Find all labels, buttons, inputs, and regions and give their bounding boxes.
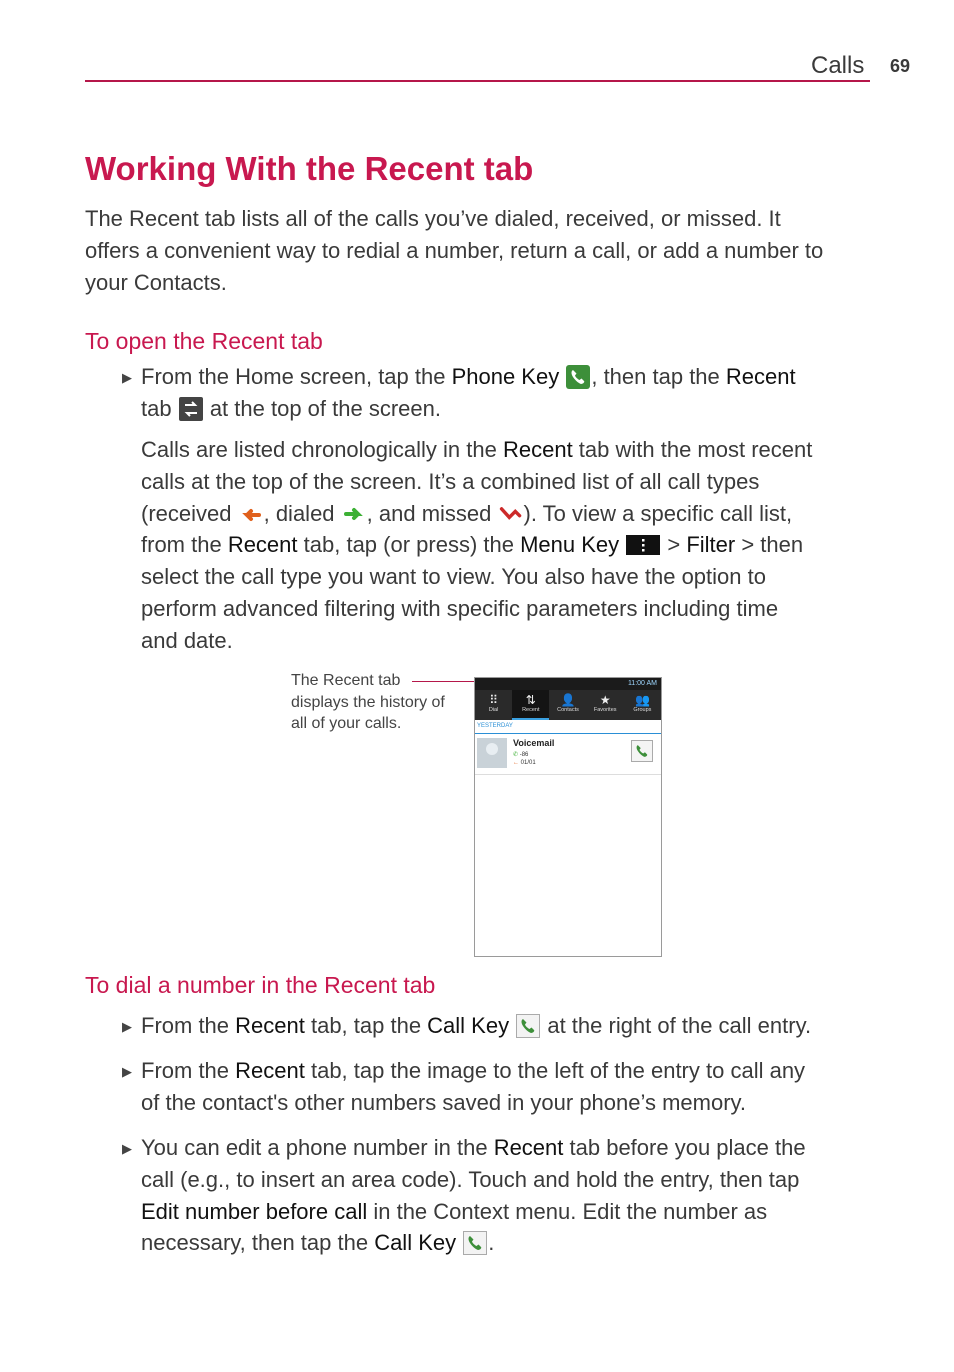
- person-icon: 👤: [560, 693, 576, 707]
- dial-step-3: You can edit a phone number in the Recent tab before you place the call (e.g., to insert an area code). Touch and hold the entry, then tap Edit number before call in the Context menu. Edit the number as necessary, then tap the Call Key .: [141, 1135, 806, 1256]
- figure-callout: The Recent tab displays the history of all of your calls.: [291, 672, 445, 732]
- dialpad-icon: ⠿: [489, 693, 498, 707]
- tab-recent[interactable]: ⇅ Recent: [512, 690, 549, 720]
- open-paragraph: Calls are listed chronologically in the Recent tab with the most recent calls at the top of the screen. It’s a combined list of all call types (received , dialed , and missed ). To view a specific call list, from the Recent tab, tap (or press) the Menu Key > Filter > then select the call type you want to view. You also have the option to perform advanced filtering with specific parameters including time and date.: [141, 437, 813, 653]
- call-button[interactable]: [631, 740, 653, 762]
- dial-step-1: From the Recent tab, tap the Call Key at the right of the call entry.: [141, 1013, 812, 1038]
- intro-line: your Contacts.: [85, 269, 227, 295]
- recent-icon: ⇅: [525, 693, 536, 707]
- header-rule: [85, 80, 870, 82]
- entry-number: ✆ -86: [513, 752, 529, 758]
- call-icon: [632, 741, 652, 761]
- recent-tab-icon: [179, 397, 203, 421]
- page-number: 69: [890, 56, 911, 76]
- tab-favorites[interactable]: ★ Favorites: [587, 690, 624, 720]
- dial-step-2: From the Recent tab, tap the image to the left of the entry to call any of the contact's other numbers saved in your phone’s memory.: [141, 1058, 806, 1115]
- bullet-icon: ▶: [122, 1064, 132, 1079]
- call-key-icon: [463, 1231, 487, 1255]
- phone-key-icon: [566, 365, 590, 389]
- menu-key-label: Menu Key: [520, 532, 620, 558]
- star-icon: ★: [599, 693, 611, 707]
- bullet-icon: ▶: [122, 1019, 132, 1034]
- tab-dial[interactable]: ⠿ Dial: [475, 690, 512, 720]
- edit-number-option: Edit number before call: [141, 1198, 368, 1224]
- intro-paragraph: [85, 203, 823, 298]
- menu-key-icon: [626, 533, 660, 557]
- intro-line: offers a convenient way to redial a number, return a call, or add a number to: [85, 237, 824, 263]
- missed-call-icon: [499, 502, 523, 526]
- group-icon: 👥: [634, 693, 650, 707]
- call-log-entry[interactable]: [475, 734, 661, 775]
- open-step-1: From the Home screen, tap the Phone Key , then tap the Recent tab at the top of the screen.: [141, 364, 796, 421]
- intro-line: The Recent tab lists all of the calls you’ve dialed, received, or missed. It: [85, 206, 781, 231]
- dialed-call-icon: [342, 502, 366, 526]
- phone-key-label: Phone Key: [451, 364, 560, 389]
- entry-date: ← 01/01: [513, 760, 536, 766]
- received-call-icon: ←: [513, 760, 521, 766]
- page-title: Working With the Recent tab: [85, 150, 534, 187]
- section-heading-open: To open the Recent tab: [85, 328, 323, 354]
- section-heading-dial: To dial a number in the Recent tab: [85, 972, 436, 998]
- phone-screenshot: [474, 677, 662, 957]
- list-section-header: YESTERDAY: [475, 720, 661, 734]
- tab-groups[interactable]: 👥 Groups: [624, 690, 661, 720]
- tab-contacts[interactable]: 👤 Contacts: [549, 690, 586, 720]
- dialed-call-icon: ✆: [513, 752, 520, 758]
- recent-label: Recent: [725, 364, 796, 389]
- call-key-icon: [516, 1014, 540, 1038]
- call-key-label: Call Key: [374, 1230, 457, 1256]
- phone-tab-bar: [475, 690, 661, 720]
- call-key-label: Call Key: [427, 1013, 510, 1038]
- avatar[interactable]: [477, 738, 507, 768]
- entry-name: Voicemail: [513, 738, 555, 748]
- bullet-icon: ▶: [122, 370, 132, 385]
- running-header-section: Calls: [811, 52, 865, 79]
- status-bar: 11:00 AM: [475, 678, 661, 690]
- bullet-icon: ▶: [122, 1141, 132, 1156]
- received-call-icon: [239, 502, 263, 526]
